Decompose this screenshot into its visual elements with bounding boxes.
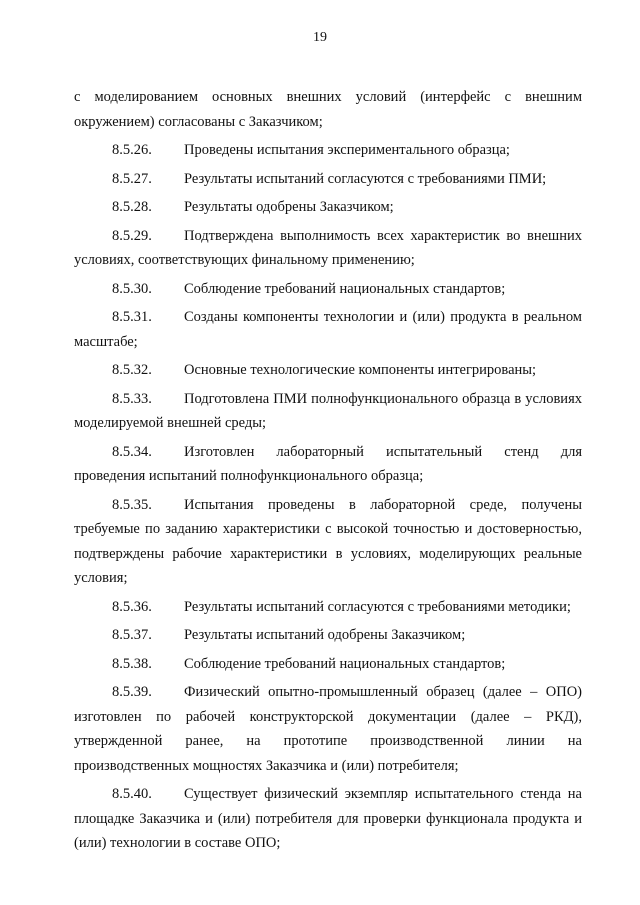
item-number: 8.5.34. xyxy=(112,443,152,460)
item-number: 8.5.37. xyxy=(112,627,152,643)
item-number: 8.5.26. xyxy=(112,142,152,158)
list-item xyxy=(74,782,582,856)
list-item xyxy=(74,305,582,354)
list-item xyxy=(74,195,582,220)
list-item xyxy=(74,440,582,489)
list-item xyxy=(74,167,582,192)
item-number: 8.5.31. xyxy=(112,309,152,325)
item-number: 8.5.30. xyxy=(112,280,152,297)
item-text: Физический опытно-промышленный образец (далее – ОПО) изготовлен по рабочей конструкторской документации (далее – РКД), утвержденной ранее, на прототипе производственной линии на производственных мощностях Заказчика и (или) потребителя; xyxy=(74,684,582,774)
item-text: Проведены испытания экспериментального образца; xyxy=(184,142,510,158)
item-text: Результаты испытаний согласуются с требованиями ПМИ; xyxy=(184,170,547,187)
item-text: Результаты испытаний одобрены Заказчиком; xyxy=(184,627,466,643)
list-item xyxy=(74,652,582,677)
page-number: 19 xyxy=(313,30,327,45)
list-item xyxy=(74,224,582,273)
list-item xyxy=(74,680,582,778)
list-item xyxy=(74,138,582,163)
item-number: 8.5.27. xyxy=(112,170,152,187)
item-number: 8.5.29. xyxy=(112,227,152,244)
item-text: Результаты испытаний согласуются с требованиями методики; xyxy=(184,598,571,615)
list-item xyxy=(74,595,582,620)
document-body xyxy=(74,85,582,856)
item-number: 8.5.36. xyxy=(112,598,152,615)
item-number: 8.5.39. xyxy=(112,684,152,700)
item-text: Результаты одобрены Заказчиком; xyxy=(184,199,394,215)
item-text: Испытания проведены в лабораторной среде, получены требуемые по заданию характеристики с высокой точностью и достоверностью, подтверждены рабочие характеристики в условиях, моделирующих реальные условия; xyxy=(74,496,582,586)
item-text: Изготовлен лабораторный испытательный стенд для проведения испытаний полнофункционального образца; xyxy=(74,443,582,484)
item-text: Соблюдение требований национальных стандартов; xyxy=(184,280,506,297)
list-item xyxy=(74,358,582,383)
item-number: 8.5.40. xyxy=(112,786,152,802)
item-text: Соблюдение требований национальных стандартов; xyxy=(184,655,506,672)
item-text: Основные технологические компоненты интегрированы; xyxy=(184,362,537,378)
list-item xyxy=(74,277,582,302)
item-number: 8.5.38. xyxy=(112,655,152,672)
list-item xyxy=(74,493,582,591)
list-item xyxy=(74,387,582,436)
item-text: Созданы компоненты технологии и (или) продукта в реальном масштабе; xyxy=(74,309,582,350)
item-number: 8.5.33. xyxy=(112,390,152,407)
item-text: Подготовлена ПМИ полнофункционального образца в условиях моделируемой внешней среды; xyxy=(74,390,582,431)
item-text: Существует физический экземпляр испытательного стенда на площадке Заказчика и (или) потребителя для проверки функционала продукта и (или) технологии в составе ОПО; xyxy=(74,786,582,851)
list-item xyxy=(74,623,582,648)
intro-paragraph: с моделированием основных внешних условий (интерфейс с внешним окружением) согласованы с Заказчиком; xyxy=(74,89,582,130)
item-number: 8.5.32. xyxy=(112,362,152,378)
item-number: 8.5.35. xyxy=(112,496,152,513)
item-text: Подтверждена выполнимость всех характеристик во внешних условиях, соответствующих финальному применению; xyxy=(74,227,582,268)
item-number: 8.5.28. xyxy=(112,199,152,215)
